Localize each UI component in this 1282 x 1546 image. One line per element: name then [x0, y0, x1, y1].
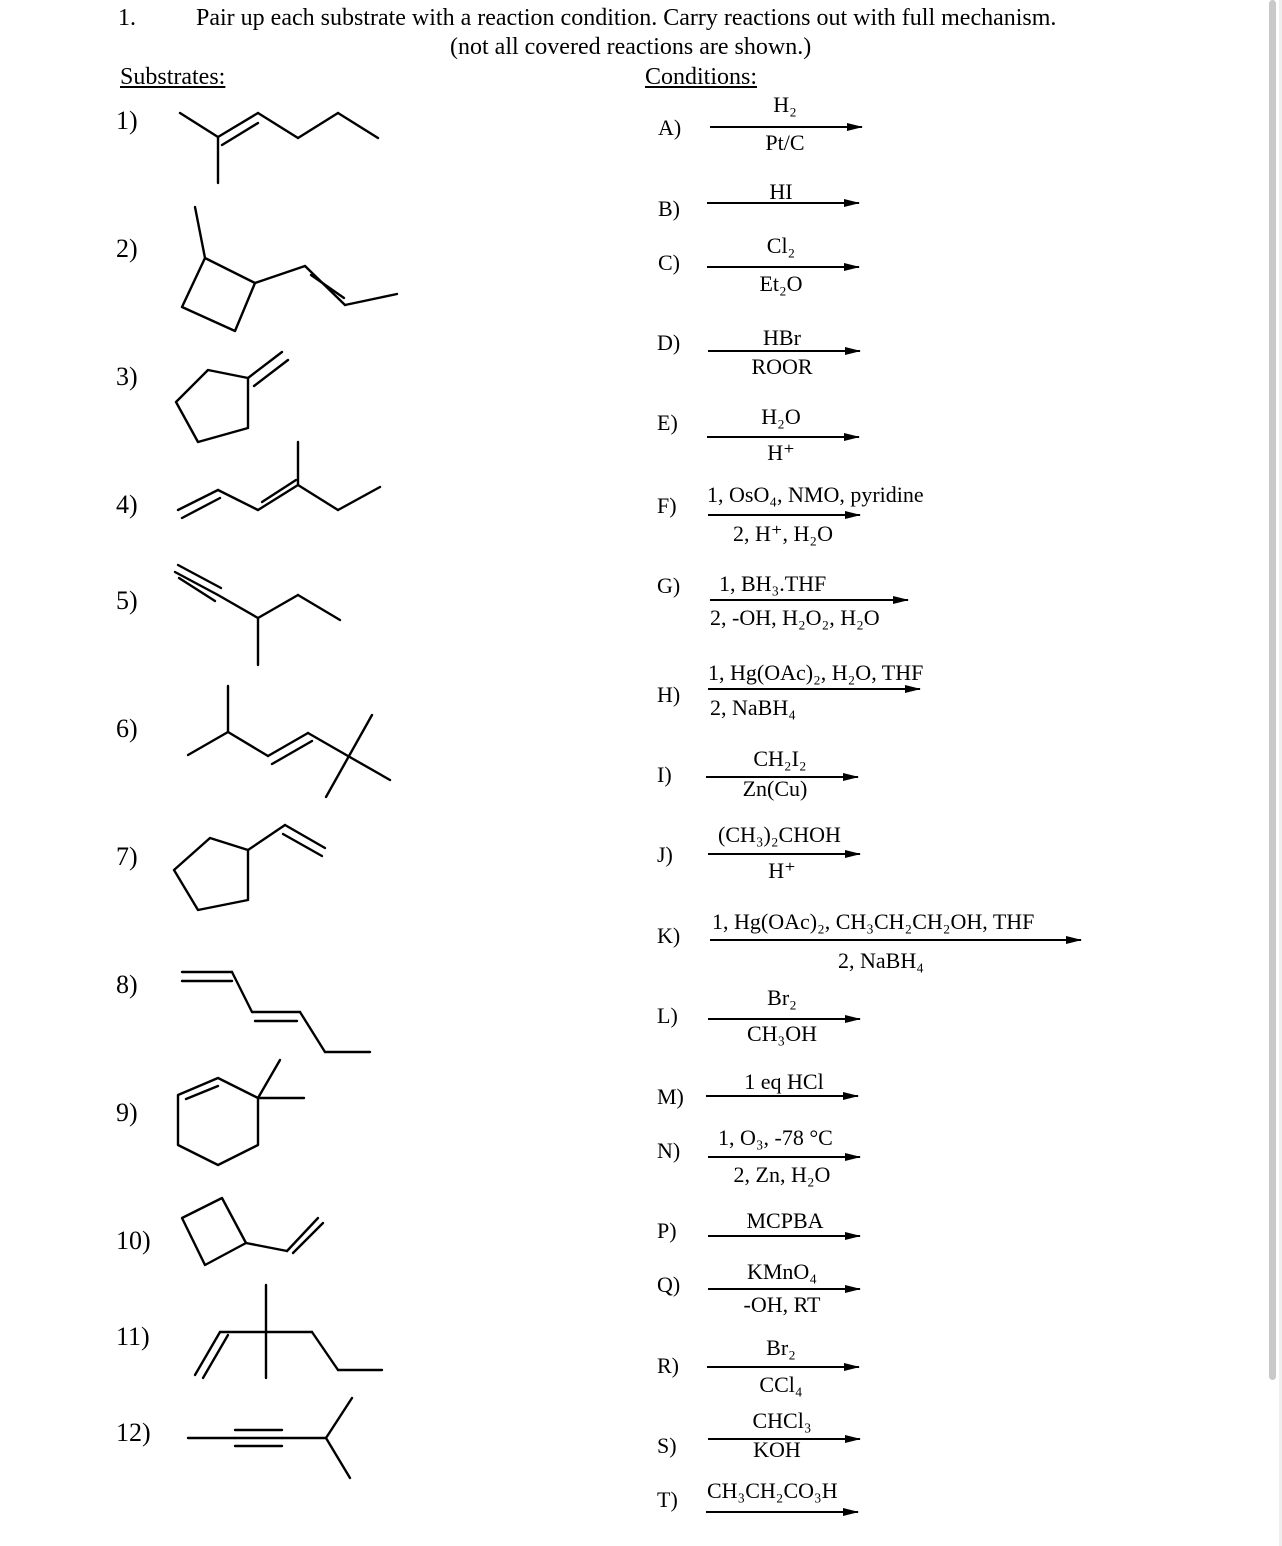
condition-label-G: G): [657, 573, 681, 598]
substrate-label-1: 1): [116, 106, 138, 135]
reagent-above-K: 1, Hg(OAc)₂, CH₃CH₂CH₂OH, THF: [712, 909, 1035, 934]
scrollbar[interactable]: [1269, 0, 1276, 1380]
condition-label-N: N): [657, 1138, 681, 1163]
reagent-above-J: (CH₃)₂CHOH: [718, 822, 841, 847]
condition-label-M: M): [657, 1084, 684, 1109]
reagent-below-L: CH₃OH: [746, 1021, 817, 1046]
reagent-above-B: HI: [769, 179, 793, 204]
reagent-below-N: 2, Zn, H₂O: [733, 1162, 831, 1187]
substrate-label-11: 11): [116, 1322, 150, 1351]
reagent-above-A: H₂: [773, 92, 797, 117]
substrate-label-3: 3): [116, 362, 138, 391]
conditions-heading: Conditions:: [645, 64, 758, 90]
condition-label-R: R): [657, 1353, 679, 1378]
condition-label-F: F): [657, 493, 677, 518]
reagent-below-Q: -OH, RT: [743, 1292, 821, 1317]
condition-label-P: P): [657, 1218, 677, 1243]
condition-label-A: A): [658, 115, 682, 140]
reagent-above-M: 1 eq HCl: [744, 1069, 824, 1094]
substrate-label-4: 4): [116, 490, 138, 519]
reagent-above-Q: KMnO₄: [746, 1259, 817, 1284]
condition-label-C: C): [658, 250, 680, 275]
condition-label-D: D): [657, 330, 681, 355]
reagent-below-D: ROOR: [751, 354, 813, 379]
reagent-above-H: 1, Hg(OAc)₂, H₂O, THF: [708, 660, 924, 685]
reagent-below-K: 2, NaBH₄: [838, 948, 924, 973]
condition-label-J: J): [657, 842, 673, 867]
condition-label-S: S): [657, 1433, 677, 1458]
reagent-above-E: H₂O: [761, 404, 801, 429]
reagent-above-R: Br₂: [766, 1335, 796, 1360]
reagent-above-C: Cl₂: [766, 233, 796, 258]
reagent-below-J: H⁺: [768, 858, 796, 883]
condition-label-K: K): [657, 923, 681, 948]
reagent-below-R: CCl₄: [759, 1372, 803, 1397]
condition-label-I: I): [657, 762, 672, 787]
reagent-above-F: 1, OsO₄, NMO, pyridine: [707, 482, 924, 507]
condition-label-H: H): [657, 682, 681, 707]
reagent-above-G: 1, BH₃.THF: [719, 571, 827, 596]
reagent-above-L: Br₂: [767, 985, 797, 1010]
reagent-above-P: MCPBA: [746, 1208, 824, 1233]
reagent-above-N: 1, O₃, -78 °C: [718, 1125, 833, 1150]
substrate-label-5: 5): [116, 586, 138, 615]
question-prompt: Pair up each substrate with a reaction condition. Carry reactions out with full mechanism.: [196, 5, 1057, 31]
reagent-below-E: H⁺: [767, 440, 795, 465]
substrate-label-2: 2): [116, 234, 138, 263]
condition-label-E: E): [657, 410, 678, 435]
substrate-label-10: 10): [116, 1226, 151, 1255]
substrate-label-12: 12): [116, 1418, 151, 1447]
question-number: 1.: [118, 5, 136, 31]
reagent-below-S: KOH: [753, 1437, 801, 1462]
condition-label-T: T): [657, 1487, 678, 1512]
question-note: (not all covered reactions are shown.): [450, 34, 812, 60]
condition-label-L: L): [657, 1003, 678, 1028]
reagent-below-H: 2, NaBH₄: [710, 695, 796, 720]
reagent-above-S: CHCl₃: [752, 1408, 812, 1433]
reagent-below-G: 2, -OH, H₂O₂, H₂O: [710, 605, 880, 630]
reagent-above-I: CH₂I₂: [753, 746, 807, 771]
substrate-label-6: 6): [116, 714, 138, 743]
reagent-below-I: Zn(Cu): [742, 776, 808, 801]
reagent-below-C: Et₂O: [759, 271, 803, 296]
condition-label-B: B): [658, 196, 680, 221]
reagent-below-A: Pt/C: [765, 130, 805, 155]
substrate-label-9: 9): [116, 1098, 138, 1127]
substrate-label-7: 7): [116, 842, 138, 871]
condition-label-Q: Q): [657, 1272, 681, 1297]
substrates-heading: Substrates:: [120, 64, 226, 90]
substrate-label-8: 8): [116, 970, 138, 999]
reagent-below-F: 2, H⁺, H₂O: [733, 521, 833, 546]
reagent-above-T: CH₃CH₂CO₃H: [707, 1478, 838, 1503]
reagent-above-D: HBr: [763, 325, 801, 350]
